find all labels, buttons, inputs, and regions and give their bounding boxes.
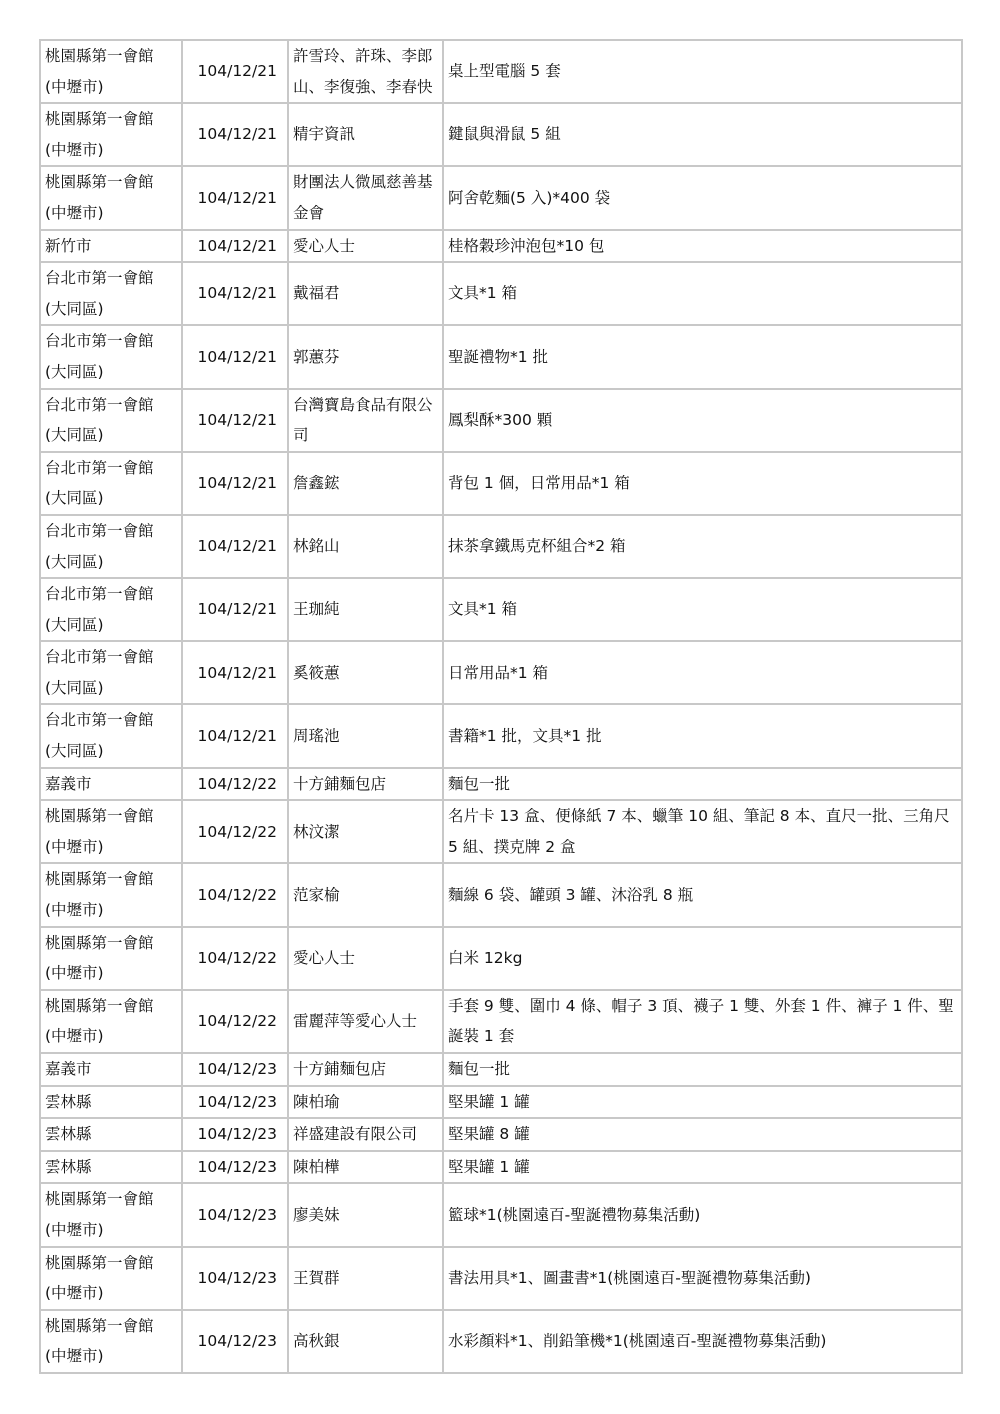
table-row xyxy=(40,262,962,325)
donor-cell: 廖美妹 xyxy=(288,1183,443,1246)
items-cell: 桂格穀珍沖泡包*10 包 xyxy=(443,230,962,263)
table-row xyxy=(40,990,962,1053)
table-row xyxy=(40,40,962,103)
donor-cell: 奚筱蕙 xyxy=(288,641,443,704)
table-row xyxy=(40,452,962,515)
donation-table xyxy=(39,39,963,1374)
items-cell: 麵包一批 xyxy=(443,1053,962,1086)
date-cell: 104/12/21 xyxy=(182,704,288,767)
location-cell: 雲林縣 xyxy=(40,1151,182,1184)
date-cell: 104/12/21 xyxy=(182,40,288,103)
donor-cell: 戴福君 xyxy=(288,262,443,325)
date-cell: 104/12/21 xyxy=(182,641,288,704)
table-row xyxy=(40,578,962,641)
location-cell: 台北市第一會館 (大同區) xyxy=(40,325,182,388)
items-cell: 桌上型電腦 5 套 xyxy=(443,40,962,103)
items-cell: 聖誕禮物*1 批 xyxy=(443,325,962,388)
items-cell: 文具*1 箱 xyxy=(443,578,962,641)
table-row xyxy=(40,166,962,229)
donor-cell: 愛心人士 xyxy=(288,927,443,990)
items-cell: 鳳梨酥*300 顆 xyxy=(443,389,962,452)
date-cell: 104/12/22 xyxy=(182,768,288,801)
table-row xyxy=(40,768,962,801)
date-cell: 104/12/23 xyxy=(182,1086,288,1119)
table-row xyxy=(40,1183,962,1246)
location-cell: 桃園縣第一會館 (中壢市) xyxy=(40,103,182,166)
items-cell: 書籍*1 批，文具*1 批 xyxy=(443,704,962,767)
donor-cell: 范家榆 xyxy=(288,863,443,926)
donor-cell: 林銘山 xyxy=(288,515,443,578)
items-cell: 白米 12kg xyxy=(443,927,962,990)
location-cell: 桃園縣第一會館 (中壢市) xyxy=(40,166,182,229)
location-cell: 桃園縣第一會館 (中壢市) xyxy=(40,1183,182,1246)
items-cell: 手套 9 雙、圍巾 4 條、帽子 3 頂、襪子 1 雙、外套 1 件、褲子 1 件、聖誕裝 1 套 xyxy=(443,990,962,1053)
location-cell: 新竹市 xyxy=(40,230,182,263)
donation-table-body xyxy=(40,40,962,1373)
location-cell: 桃園縣第一會館 (中壢市) xyxy=(40,990,182,1053)
donor-cell: 詹鑫鋐 xyxy=(288,452,443,515)
location-cell: 桃園縣第一會館 (中壢市) xyxy=(40,927,182,990)
location-cell: 嘉義市 xyxy=(40,1053,182,1086)
items-cell: 麵線 6 袋、罐頭 3 罐、沐浴乳 8 瓶 xyxy=(443,863,962,926)
table-row xyxy=(40,230,962,263)
location-cell: 雲林縣 xyxy=(40,1118,182,1151)
items-cell: 背包 1 個，日常用品*1 箱 xyxy=(443,452,962,515)
items-cell: 阿舍乾麵(5 入)*400 袋 xyxy=(443,166,962,229)
table-row xyxy=(40,704,962,767)
items-cell: 鍵鼠與滑鼠 5 組 xyxy=(443,103,962,166)
date-cell: 104/12/23 xyxy=(182,1247,288,1310)
date-cell: 104/12/21 xyxy=(182,452,288,515)
location-cell: 桃園縣第一會館 (中壢市) xyxy=(40,1310,182,1373)
donor-cell: 財團法人微風慈善基金會 xyxy=(288,166,443,229)
location-cell: 台北市第一會館 (大同區) xyxy=(40,262,182,325)
donor-cell: 台灣寶島食品有限公司 xyxy=(288,389,443,452)
donor-cell: 王珈純 xyxy=(288,578,443,641)
date-cell: 104/12/21 xyxy=(182,578,288,641)
table-row xyxy=(40,1151,962,1184)
items-cell: 麵包一批 xyxy=(443,768,962,801)
table-row xyxy=(40,863,962,926)
donor-cell: 祥盛建設有限公司 xyxy=(288,1118,443,1151)
table-row xyxy=(40,103,962,166)
table-row xyxy=(40,515,962,578)
donor-cell: 高秋銀 xyxy=(288,1310,443,1373)
date-cell: 104/12/23 xyxy=(182,1053,288,1086)
table-row xyxy=(40,641,962,704)
date-cell: 104/12/21 xyxy=(182,166,288,229)
date-cell: 104/12/22 xyxy=(182,927,288,990)
date-cell: 104/12/22 xyxy=(182,990,288,1053)
date-cell: 104/12/23 xyxy=(182,1118,288,1151)
table-row xyxy=(40,800,962,863)
items-cell: 堅果罐 1 罐 xyxy=(443,1086,962,1119)
location-cell: 雲林縣 xyxy=(40,1086,182,1119)
table-row xyxy=(40,1247,962,1310)
date-cell: 104/12/21 xyxy=(182,389,288,452)
donor-cell: 林汶潔 xyxy=(288,800,443,863)
items-cell: 堅果罐 8 罐 xyxy=(443,1118,962,1151)
donor-cell: 精宇資訊 xyxy=(288,103,443,166)
items-cell: 日常用品*1 箱 xyxy=(443,641,962,704)
donor-cell: 王賀群 xyxy=(288,1247,443,1310)
items-cell: 堅果罐 1 罐 xyxy=(443,1151,962,1184)
location-cell: 嘉義市 xyxy=(40,768,182,801)
date-cell: 104/12/21 xyxy=(182,103,288,166)
location-cell: 桃園縣第一會館 (中壢市) xyxy=(40,863,182,926)
location-cell: 桃園縣第一會館 (中壢市) xyxy=(40,40,182,103)
date-cell: 104/12/22 xyxy=(182,800,288,863)
date-cell: 104/12/23 xyxy=(182,1183,288,1246)
items-cell: 文具*1 箱 xyxy=(443,262,962,325)
donor-cell: 陳柏瑜 xyxy=(288,1086,443,1119)
date-cell: 104/12/21 xyxy=(182,515,288,578)
date-cell: 104/12/21 xyxy=(182,230,288,263)
table-row xyxy=(40,325,962,388)
location-cell: 台北市第一會館 (大同區) xyxy=(40,641,182,704)
table-row xyxy=(40,927,962,990)
items-cell: 籃球*1(桃園遠百-聖誕禮物募集活動) xyxy=(443,1183,962,1246)
location-cell: 台北市第一會館 (大同區) xyxy=(40,515,182,578)
table-row xyxy=(40,1310,962,1373)
donor-cell: 十方鋪麵包店 xyxy=(288,1053,443,1086)
items-cell: 名片卡 13 盒、便條紙 7 本、蠟筆 10 組、筆記 8 本、直尺一批、三角尺 5 組、撲克牌 2 盒 xyxy=(443,800,962,863)
donor-cell: 周瑤池 xyxy=(288,704,443,767)
location-cell: 台北市第一會館 (大同區) xyxy=(40,389,182,452)
date-cell: 104/12/23 xyxy=(182,1310,288,1373)
table-row xyxy=(40,1118,962,1151)
donor-cell: 十方鋪麵包店 xyxy=(288,768,443,801)
donor-cell: 陳柏樺 xyxy=(288,1151,443,1184)
items-cell: 書法用具*1、圖畫書*1(桃園遠百-聖誕禮物募集活動) xyxy=(443,1247,962,1310)
location-cell: 台北市第一會館 (大同區) xyxy=(40,578,182,641)
table-row xyxy=(40,389,962,452)
date-cell: 104/12/22 xyxy=(182,863,288,926)
location-cell: 台北市第一會館 (大同區) xyxy=(40,452,182,515)
items-cell: 抹茶拿鐵馬克杯組合*2 箱 xyxy=(443,515,962,578)
date-cell: 104/12/21 xyxy=(182,325,288,388)
table-row xyxy=(40,1086,962,1119)
location-cell: 台北市第一會館 (大同區) xyxy=(40,704,182,767)
table-row xyxy=(40,1053,962,1086)
location-cell: 桃園縣第一會館 (中壢市) xyxy=(40,800,182,863)
donor-cell: 愛心人士 xyxy=(288,230,443,263)
donor-cell: 郭蕙芬 xyxy=(288,325,443,388)
donor-cell: 雷麗萍等愛心人士 xyxy=(288,990,443,1053)
donor-cell: 許雪玲、許珠、李郎山、李復強、李春快 xyxy=(288,40,443,103)
location-cell: 桃園縣第一會館 (中壢市) xyxy=(40,1247,182,1310)
date-cell: 104/12/23 xyxy=(182,1151,288,1184)
date-cell: 104/12/21 xyxy=(182,262,288,325)
items-cell: 水彩顏料*1、削鉛筆機*1(桃園遠百-聖誕禮物募集活動) xyxy=(443,1310,962,1373)
